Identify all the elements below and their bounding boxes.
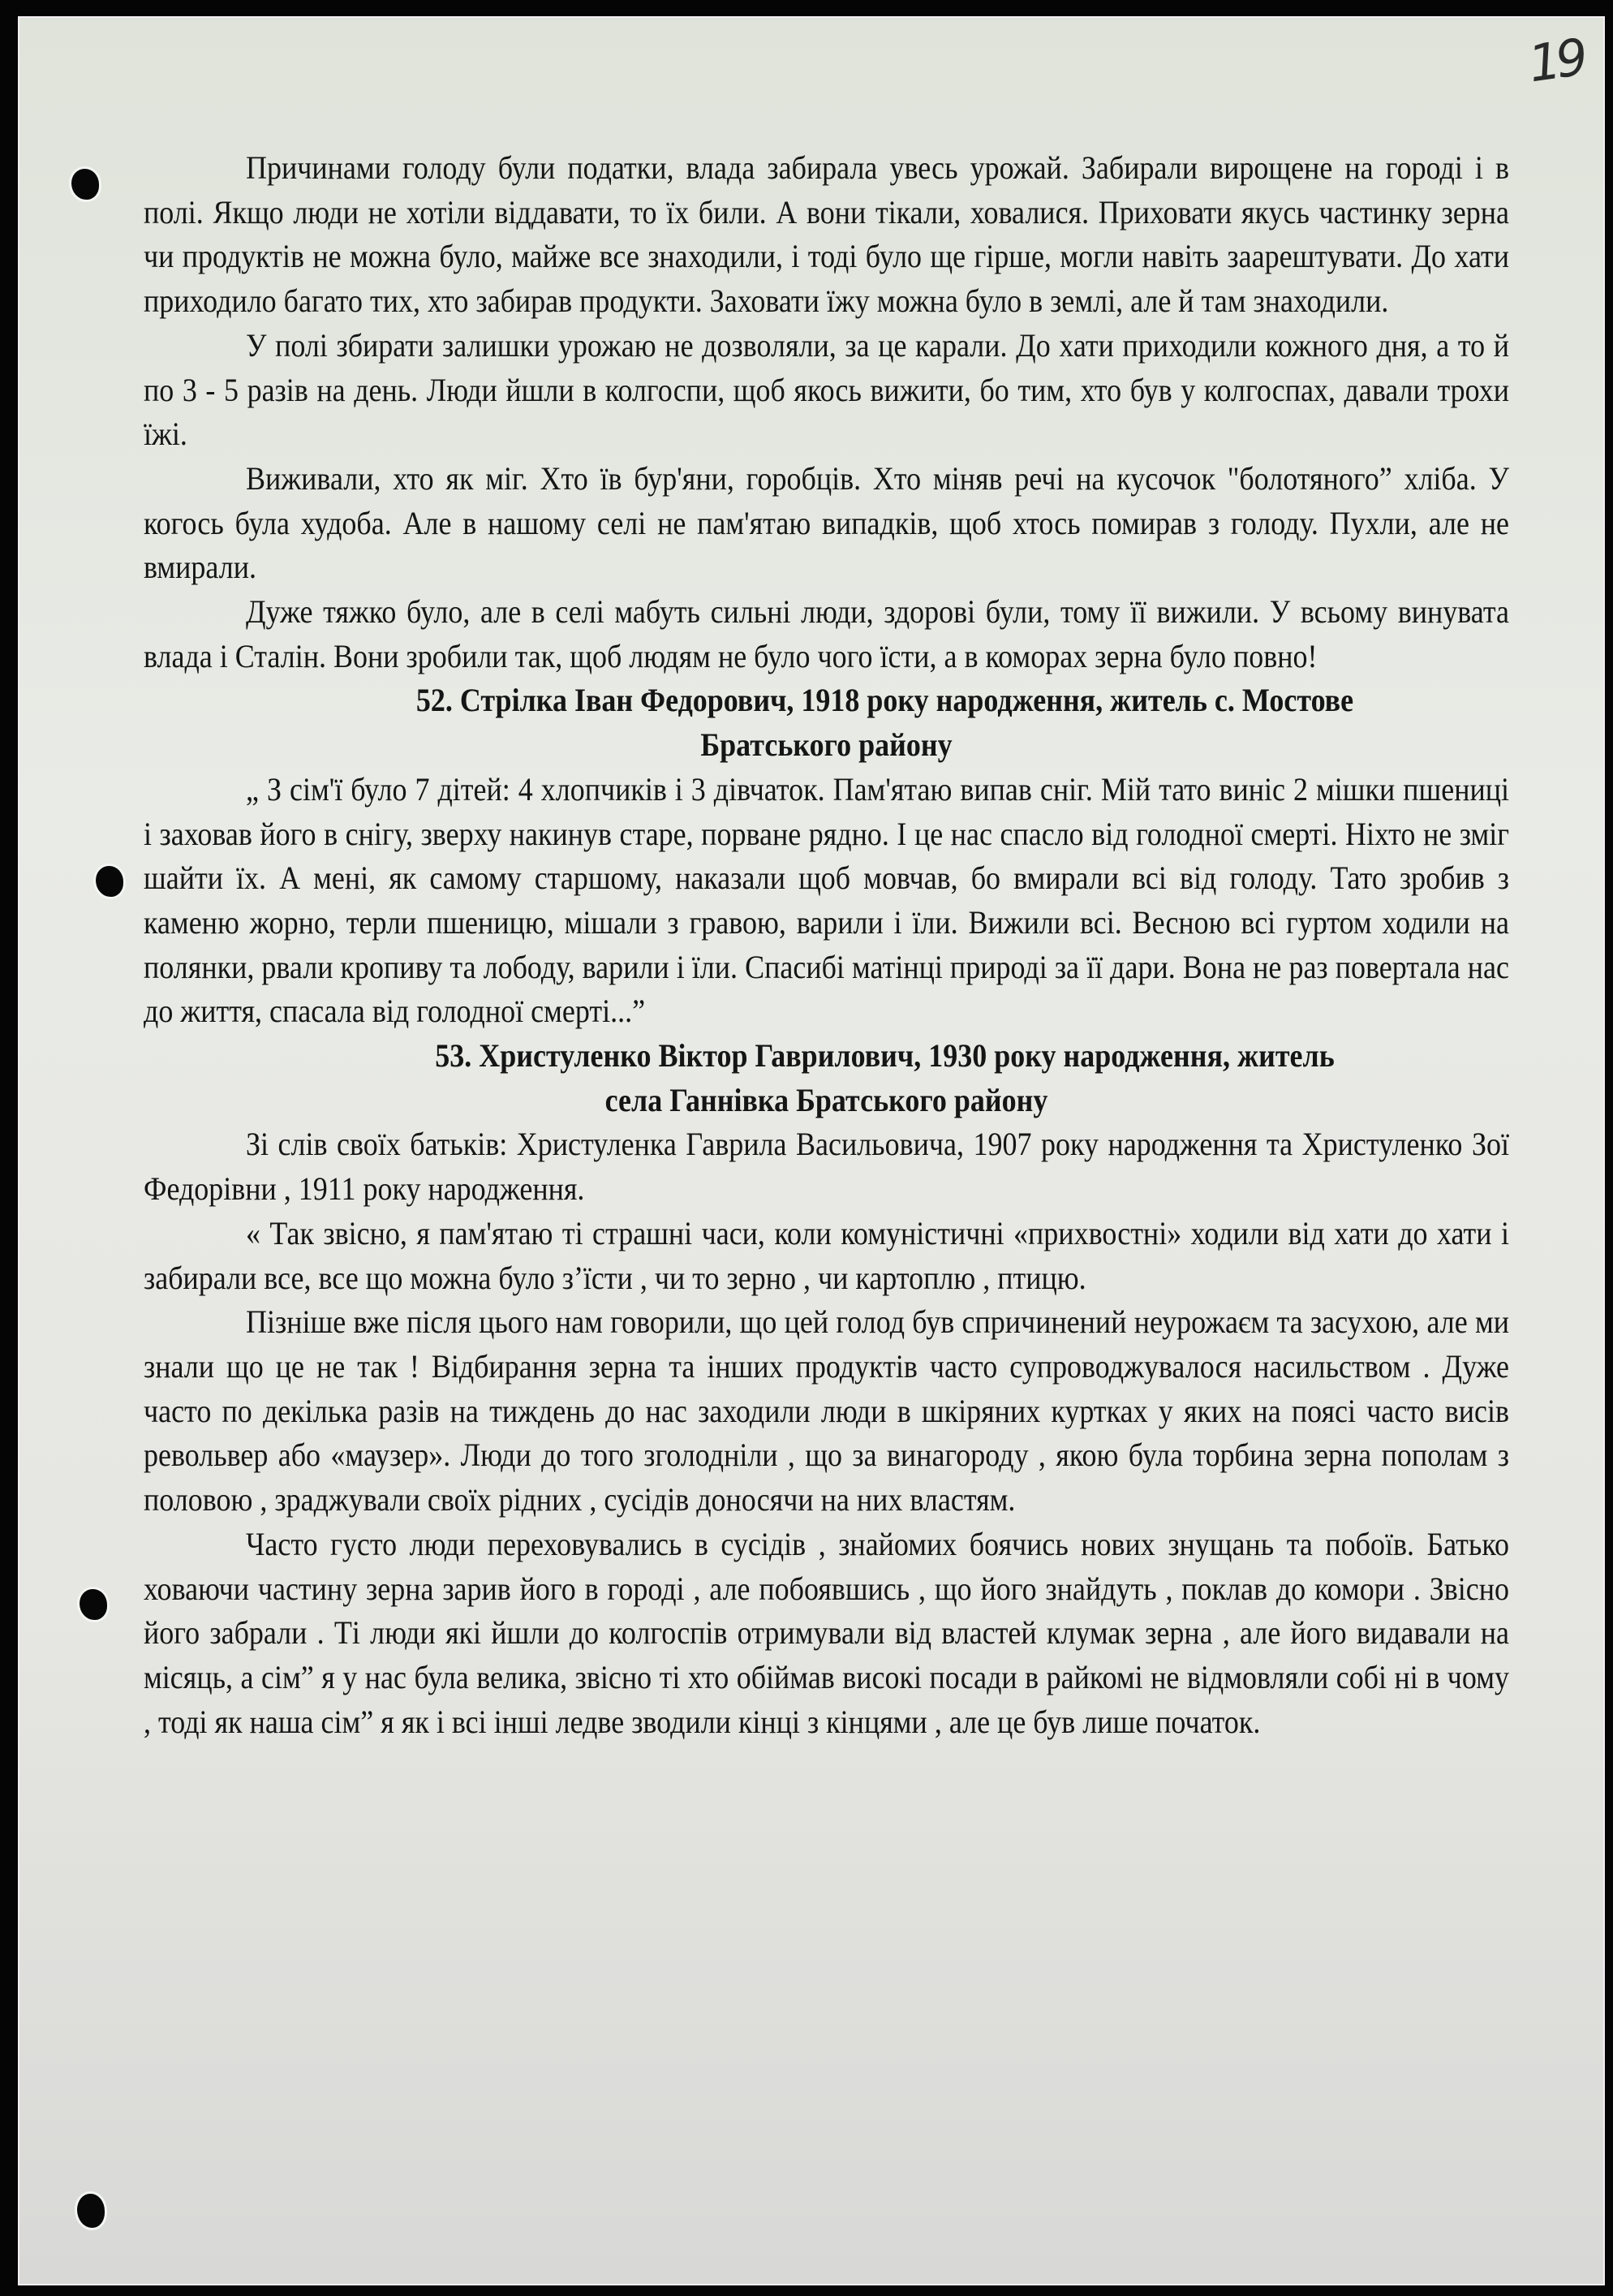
section-heading-52-continuation: Братського району — [700, 726, 953, 764]
handwritten-page-number: 19 — [1525, 27, 1587, 94]
document-page — [18, 16, 1605, 2285]
punch-hole — [77, 2194, 105, 2228]
section-heading-52: 52. Стрілка Іван Федорович, 1918 року народження, житель с. Мостове — [415, 682, 1354, 719]
paragraph: Зі слів своїх батьків: Христуленка Гаврила Васильовича, 1907 року народження та Христуленко Зої Федорівни , 1911 року народження. — [144, 1126, 1509, 1208]
paragraph: Дуже тяжко було, але в селі мабуть сильні люди, здорові були, тому її вижили. У всьому винувата влада і Сталін. Вони зробили так, щоб людям не було чого їсти, а в коморах зерна було повно! — [144, 593, 1509, 674]
paragraph: „ З сім'ї було 7 дітей: 4 хлопчиків і 3 дівчаток. Пам'ятаю випав сніг. Мій тато виніс 2 мішки пшениці і заховав його в снігу, зверху накинув старе, порване рядно. І це нас спасло від голодної смерті. Ніхто не зміг шайти їх. А мені, як самому старшому, наказали щоб мовчав, бо вмирали всі від голоду. Тато зробив з каменю жорно, терли пшеницю, мішали з гравою, варили і їли. Вижили всі. Весною всі гуртом ходили на полянки, рвали кропиву та лободу, варили і їли. Спасибі матінці природі за її дари. Вона не раз повертала нас до життя, спасала від голодної смерті...” — [144, 770, 1509, 1030]
paragraph: Пізніше вже після цього нам говорили, що цей голод був спричинений неурожаєм та засухою, але ми знали що це не так ! Відбирання зерна та інших продуктів часто супроводжувалося насильством . Дуже часто по декілька разів на тиждень до нас заходили люди в шкіряних куртках у яких на поясі часто висів револьвер або «маузер». Люди до того зголодніли , що за винагороду , якою була торбина зерна пополам з половою , зраджували своїх рідних , сусідів доносячи на них властям. — [144, 1303, 1509, 1518]
paragraph: Причинами голоду були податки, влада забирала увесь урожай. Забирали вирощене на городі і в полі. Якщо люди не хотіли віддавати, то їх били. А вони тікали, ховалися. Приховати якусь частинку зерна чи продуктів не можна було, майже все знаходили, і тоді було ще гірше, могли навіть заарештувати. До хати приходило багато тих, хто забирав продукти. Заховати їжу можна було в землі, але й там знаходили. — [144, 149, 1509, 320]
punch-hole — [80, 1589, 107, 1620]
section-heading-53: 53. Христуленко Віктор Гаврилович, 1930 року народження, житель — [435, 1037, 1335, 1075]
section-heading-53-continuation: села Ганнівка Братського району — [604, 1081, 1048, 1118]
paragraph: У полі збирати залишки урожаю не дозволяли, за це карали. До хати приходили кожного дня, а то й по 3 - 5 разів на день. Люди йшли в колгоспи, щоб якось вижити, бо тим, хто був у колгоспах, давали трохи їжі. — [144, 326, 1509, 453]
punch-hole — [96, 866, 123, 897]
paragraph: Часто густо люди переховувались в сусідів , знайомих боячись нових знущань та побоїв. Батько ховаючи частину зерна зарив його в городі , але побоявшись , що його знайдуть , поклав до комори . Звісно його забрали . Ті люди які йшли до колгоспів отримували від властей клумак зерна , але його видавали на місяць, а сім” я у нас була велика, звісно ті хто обіймав високі посади в райкомі не відмовляли собі ні в чому , тоді як наша сім” я як і всі інші ледве зводили кінці з кінцями , але це був лише початок. — [144, 1525, 1509, 1740]
document-body — [144, 146, 1509, 1744]
punch-hole — [71, 169, 99, 200]
paragraph: « Так звісно, я пам'ятаю ті страшні часи, коли комуністичні «прихвостні» ходили від хати до хати і забирали все, все що можна було з’їсти , чи то зерно , чи картоплю , птицю. — [144, 1214, 1509, 1296]
paragraph: Виживали, хто як міг. Хто їв бур'яни, горобців. Хто міняв речі на кусочок "болотяного” хліба. У когось була худоба. Але в нашому селі не пам'ятаю випадків, щоб хтось помирав з голоду. Пухли, але не вмирали. — [144, 459, 1509, 586]
